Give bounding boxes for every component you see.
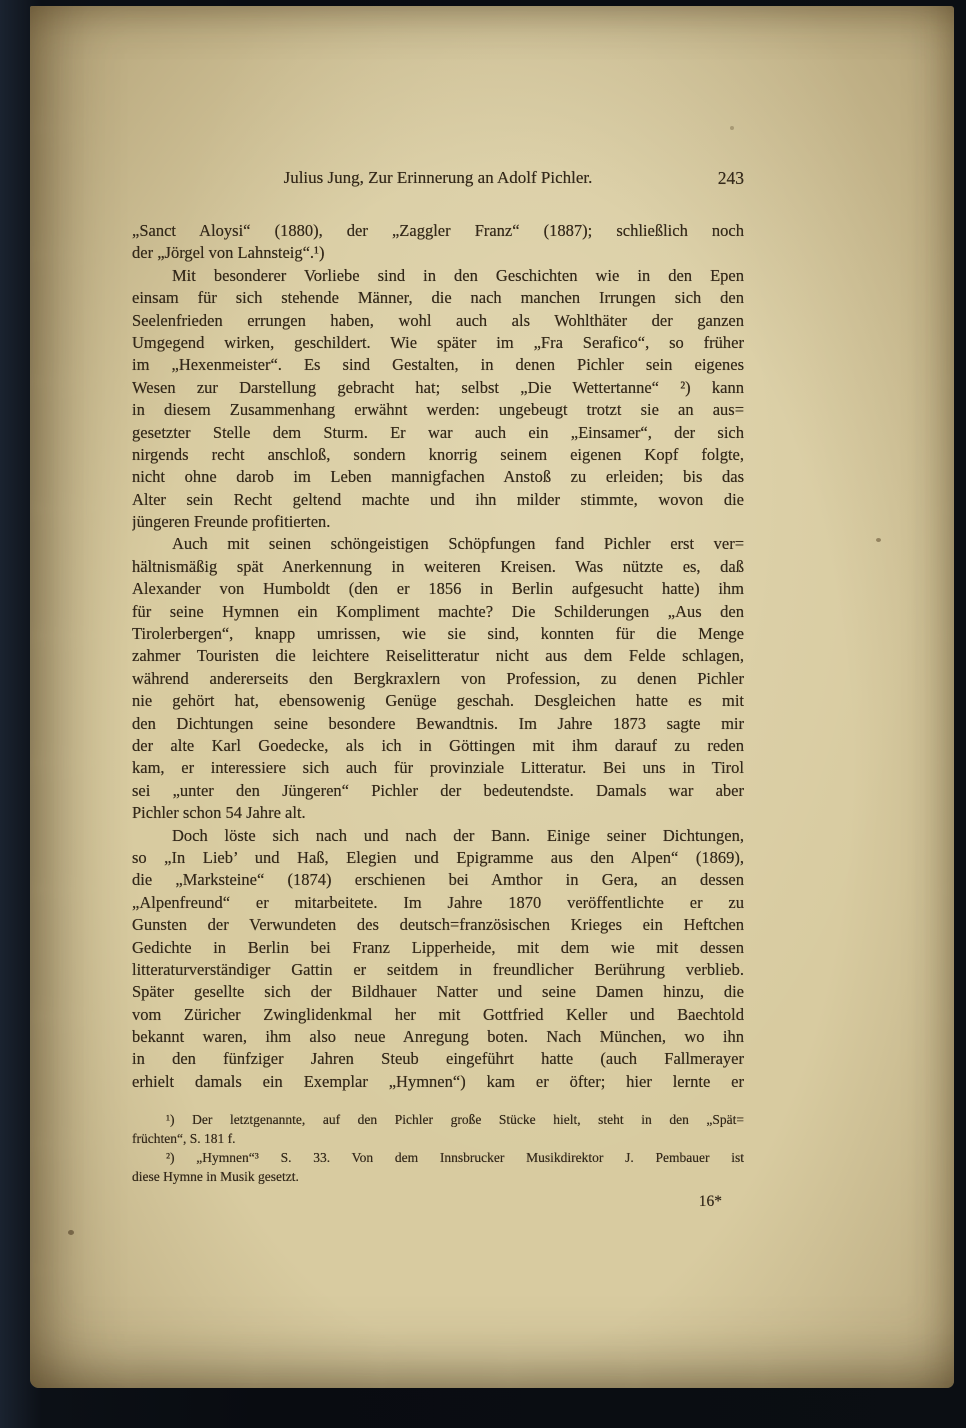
- text-line: einsam für sich stehende Männer, die nach manchen Irrungen sich den: [132, 288, 744, 308]
- text-line: „Alpenfreund“ er mitarbeitete. Im Jahre 1870 veröffentlichte er zu: [132, 892, 744, 912]
- text-line: nie gehört hat, ebensowenig Genüge geschah. Desgleichen hatte es mit: [132, 691, 744, 711]
- text-line: so „In Lieb’ und Haß, Elegien und Epigramme aus den Alpen“ (1869),: [132, 847, 744, 867]
- text-line: Pichler schon 54 Jahre alt.: [132, 803, 306, 823]
- text-line: Später gesellte sich der Bildhauer Natter und seine Damen hinzu, die: [132, 982, 744, 1002]
- text-line: Tirolerbergen“, knapp umrissen, wie sie sind, konnten für die Menge: [132, 624, 744, 644]
- text-line: vom Züricher Zwinglidenkmal her mit Gottfried Keller und Baechtold: [132, 1004, 744, 1024]
- text-line: in den fünfziger Jahren Steub eingeführt hatte (auch Fallmerayer: [132, 1049, 744, 1069]
- page-number: 243: [717, 168, 744, 188]
- text-line: nicht ohne darob im Leben mannigfachen Anstoß zu erleiden; bis das: [132, 467, 744, 487]
- text-line: zahmer Touristen die leichtere Reiselitteratur nicht aus dem Felde schlagen,: [132, 646, 744, 666]
- text-line: der „Jörgel von Lahnsteig“.¹): [132, 243, 325, 263]
- footnote: [132, 1148, 744, 1186]
- text-line: Gedichte in Berlin bei Franz Lipperheide, mit dem wie mit dessen: [132, 937, 744, 957]
- text-line: sei „unter den Jüngeren“ Pichler der bedeutendste. Damals war aber: [132, 780, 744, 800]
- text-line: Wesen zur Darstellung gebracht hat; selbst „Die Wettertanne“ ²) kann: [132, 377, 744, 397]
- text-line: hältnismäßig spät Anerkennung in weiteren Kreisen. Was nützte es, daß: [132, 556, 744, 576]
- paragraph: [132, 825, 744, 1094]
- text-line: im „Hexenmeister“. Es sind Gestalten, in denen Pichler sein eigenes: [132, 355, 744, 375]
- footnotes: [132, 1110, 744, 1186]
- text-line: Alter sein Recht geltend machte und ihn milder stimmte, wovon die: [132, 489, 744, 509]
- text-line: für seine Hymnen ein Kompliment machte? Die Schilderungen „Aus den: [132, 601, 744, 621]
- footnote-line: diese Hymne in Musik gesetzt.: [132, 1169, 299, 1185]
- text-line: kam, er interessiere sich auch für provinziale Litteratur. Bei uns in Tirol: [132, 758, 744, 778]
- text-line: jüngeren Freunde profitierten.: [132, 512, 331, 532]
- signature-mark: 16*: [698, 1193, 722, 1211]
- text-line: Mit besonderer Vorliebe sind in den Geschichten wie in den Epen: [172, 265, 744, 285]
- book-page: [30, 6, 954, 1388]
- paper-speck: [68, 1230, 74, 1235]
- text-line: Auch mit seinen schöngeistigen Schöpfungen fand Pichler erst ver=: [172, 534, 744, 554]
- footnote-line: ¹) Der letztgenannte, auf den Pichler große Stücke hielt, steht in den „Spät=: [166, 1112, 744, 1128]
- text-line: litteraturverständiger Gattin er seitdem in freundlicher Berührung verblieb.: [132, 959, 744, 979]
- paragraph: [132, 533, 744, 824]
- text-line: bekannt waren, ihm also neue Anregung boten. Nach München, wo ihn: [132, 1027, 744, 1047]
- text-line: erhielt damals ein Exemplar „Hymnen“) kam er öfter; hier lernte er: [132, 1071, 744, 1091]
- page-header: [132, 168, 744, 191]
- paragraph: [132, 265, 744, 534]
- text-line: nirgends recht anschloß, sondern knorrig seinem eigenen Kopf folgte,: [132, 444, 744, 464]
- text-line: der alte Karl Goedecke, als ich in Göttingen mit ihm darauf zu reden: [132, 735, 744, 755]
- text-line: „Sanct Aloysi“ (1880), der „Zaggler Franz“ (1887); schließlich noch: [132, 221, 744, 240]
- text-line: den Dichtungen seine besondere Bewandtnis. Im Jahre 1873 sagte mir: [132, 713, 744, 733]
- text-line: gesetzter Stelle dem Sturm. Er war auch ein „Einsamer“, der sich: [132, 422, 744, 442]
- paper-speck: [876, 538, 881, 542]
- running-title: Julius Jung, Zur Erinnerung an Adolf Pichler.: [283, 168, 593, 187]
- text-line: Alexander von Humboldt (den er 1856 in Berlin aufgesucht hatte) ihm: [132, 579, 744, 599]
- text-line: in diesem Zusammenhang erwähnt werden: ungebeugt trotzt sie an aus=: [132, 400, 744, 420]
- text-line: während andererseits den Bergkraxlern von Profession, zu denen Pichler: [132, 668, 744, 688]
- footnote-line: ²) „Hymnen“³ S. 33. Von dem Innsbrucker Musikdirektor J. Pembauer ist: [166, 1150, 744, 1166]
- text-line: die „Marksteine“ (1874) erschienen bei Amthor in Gera, an dessen: [132, 870, 744, 890]
- footnote-line: früchten“, S. 181 f.: [132, 1131, 236, 1147]
- body-text: [132, 220, 744, 1093]
- footnote: [132, 1110, 744, 1148]
- page-content: [132, 6, 744, 1211]
- text-line: Umgegend wirken, geschildert. Wie später im „Fra Serafico“, so früher: [132, 332, 744, 352]
- text-line: Gunsten der Verwundeten des deutsch=französischen Krieges ein Heftchen: [132, 915, 744, 935]
- text-line: Doch löste sich nach und nach der Bann. Einige seiner Dichtungen,: [172, 825, 744, 845]
- paragraph: [132, 220, 744, 265]
- text-line: Seelenfrieden errungen haben, wohl auch als Wohlthäter der ganzen: [132, 310, 744, 330]
